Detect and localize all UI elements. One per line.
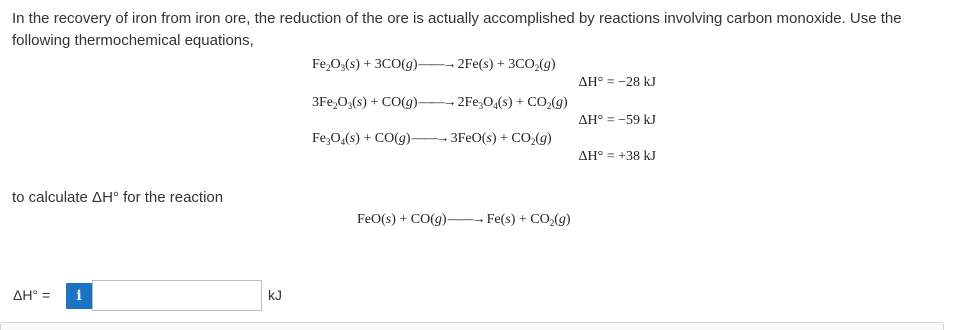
arrow-icon: ——→ — [447, 212, 484, 227]
calc-instruction: to calculate ΔH° for the reaction — [12, 189, 224, 206]
arrow-icon: ——→ — [411, 131, 448, 146]
equation-1: $Fe_2O_3(s)$ + 3CO(g)——→ $2Fe(s) + 3CO_2(g)$ — [312, 57, 556, 73]
answer-input[interactable] — [92, 280, 262, 311]
answer-label: ΔH° = — [13, 287, 51, 303]
unit-label: kJ — [268, 287, 282, 303]
info-icon[interactable]: i — [66, 283, 92, 309]
equation-2-delta-h: ΔH° = −59 kJ — [578, 113, 656, 128]
arrow-icon: ——→ — [418, 95, 455, 110]
question-intro: In the recovery of iron from iron ore, the reduction of the ore is actually accomplished by reactions involving carbon monoxide. Use the following thermochemical equations, — [12, 10, 902, 49]
next-panel-edge — [0, 322, 944, 330]
target-reaction: FeO(s) + CO(g)——→ $Fe(s) + CO_2(g)$ — [357, 212, 571, 228]
equation-3-delta-h: ΔH° = +38 kJ — [578, 149, 656, 164]
arrow-icon: ——→ — [418, 57, 455, 72]
equation-1-delta-h: ΔH° = −28 kJ — [578, 75, 656, 90]
equation-2: $3Fe_2O_3(s)$ + CO(g)——→ $2Fe_3O_4(s) + CO_2(g)$ — [312, 95, 568, 111]
equation-3: $Fe_3O_4(s)$ + CO(g)——→ $3FeO(s) + CO_2(g)$ — [312, 131, 552, 147]
